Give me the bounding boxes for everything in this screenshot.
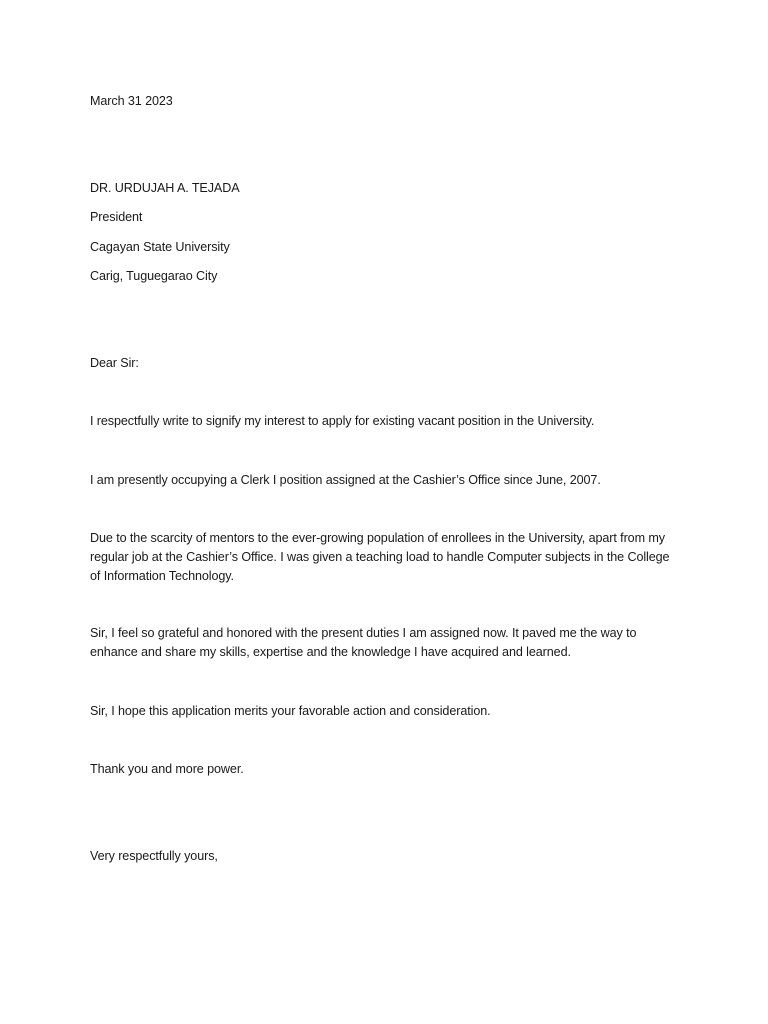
recipient-institution: Cagayan State University	[90, 240, 230, 254]
recipient-title: President	[90, 210, 143, 224]
closing: Very respectfully yours,	[90, 849, 218, 863]
salutation: Dear Sir:	[90, 356, 139, 370]
body-paragraph-6: Thank you and more power.	[90, 762, 244, 776]
recipient-address: Carig, Tuguegarao City	[90, 269, 218, 283]
body-paragraph-2: I am presently occupying a Clerk I position assigned at the Cashier’s Office since June, 2007.	[90, 473, 601, 487]
body-paragraph-5: Sir, I hope this application merits your favorable action and consideration.	[90, 704, 491, 718]
body-paragraph-3: Due to the scarcity of mentors to the ever-growing population of enrollees in the University, apart from my regular job at the Cashier’s Office. I was given a teaching load to handle Computer subjects in the College of Information Technology.	[90, 531, 670, 583]
letter-date: March 31 2023	[90, 94, 173, 108]
body-paragraph-4: Sir, I feel so grateful and honored with the present duties I am assigned now. It paved me the way to enhance and share my skills, expertise and the knowledge I have acquired and learned.	[90, 626, 637, 659]
recipient-name: DR. URDUJAH A. TEJADA	[90, 181, 240, 195]
body-paragraph-1: I respectfully write to signify my interest to apply for existing vacant position in the University.	[90, 414, 595, 428]
